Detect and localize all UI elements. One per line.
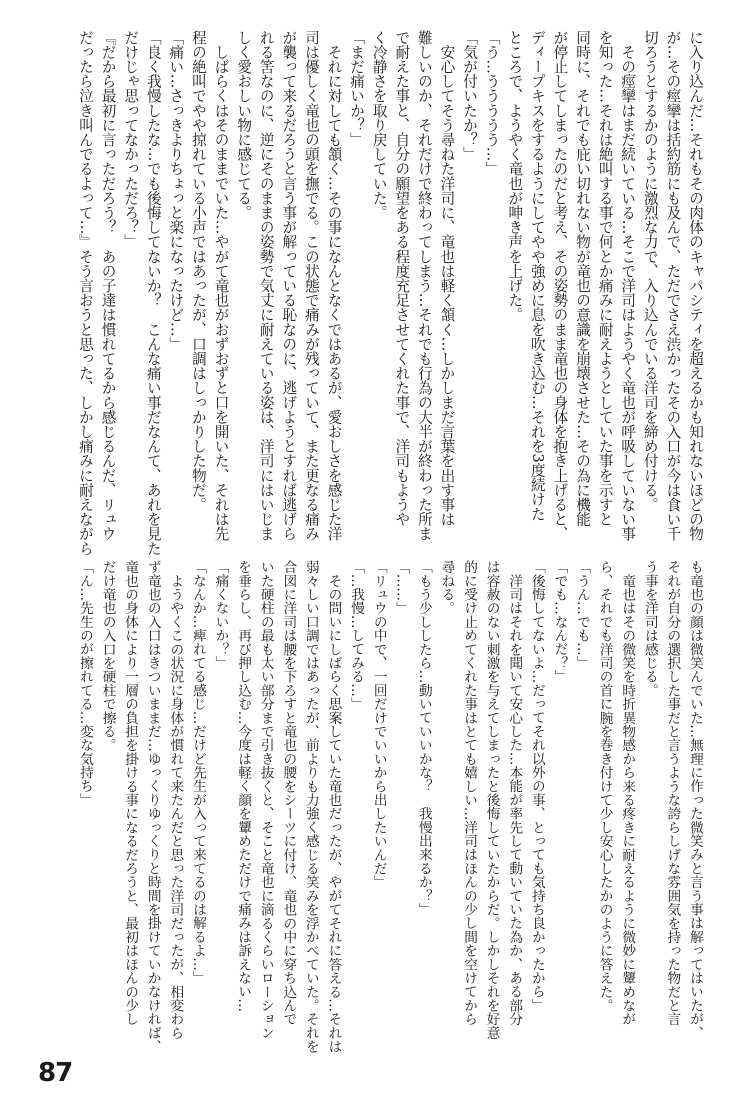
text-line: 「…我慢…してみる…」: [348, 560, 365, 711]
text-line: 合図に洋司は腰を下ろすと竜也の腰をシーツに付け、竜也の中に穿ち込んで: [280, 560, 297, 1026]
text-line: 「でも…なんだ？」: [551, 560, 568, 684]
text-line: に入り込んだ…それもその肉体のキャパシティを超えるかも知れないほどの物: [687, 30, 704, 541]
text-line: も竜也の顔は微笑んでいた…無理に作った微笑みと言う事は解ってはいたが、: [687, 560, 703, 1040]
text-line: いた硬柱の最も太い部分まで引き抜くと、そこと竜也に滴るくらいローション: [257, 560, 274, 1040]
text-line: 「うん…でも…」: [574, 560, 591, 670]
text-line: 「気が付いたか？」: [461, 30, 479, 162]
text-line: 「痛くないか？」: [212, 560, 229, 670]
text-line: う事を洋司は感じる。: [641, 560, 658, 697]
text-line: れる筈なのに、逆にそのままの姿勢で気丈に耐えている姿は、洋司にはいじま: [257, 30, 275, 541]
text-line: ところで、ようやく竜也が呻き声を上げた。: [506, 30, 524, 322]
text-line: 程の絶叫でやや掠れている小声ではあったが、口調はしっかりした物だ。: [189, 30, 207, 512]
text-line: 安心してそう尋ねた洋司に、竜也は軽く頷く…しかしまだ言葉を出す事は: [438, 30, 456, 527]
text-line: 切ろうとするかのように激烈な力で、入り込んでいる洋司を締め付ける。: [641, 30, 659, 512]
text-line: だったら泣き叫んでるよって…』そう言おうと思った、しかし痛みに耐えながら: [76, 30, 94, 556]
text-line: 難しいのか、それだけで終わってしまう…それでも行為の大半が終わった所ま: [415, 30, 433, 541]
text-line: ら、それでも洋司の首に腕を巻き付けて少し安心したかのように答えた。: [596, 560, 613, 1013]
text-line: 『だから最初に言っただろう？ あの子達は慣れてるから感じるんだ、リュウ: [99, 30, 117, 541]
text-line: 「まだ痛いか？」: [348, 30, 366, 147]
text-line: ず竜也の入口はきついままだ…ゆっくりゆっくりと時間を掛けていかなければ、: [144, 560, 161, 1054]
text-line: 同時に、それでも庇い切れない物が竜也の意識を崩壊させた…その為に機能: [574, 30, 592, 527]
text-line: で耐えた事と、自分の願望をある程度充足させてくれた事で、洋司もようや: [393, 30, 411, 527]
text-line: が…その痙攣は括約筋にも及んで、ただでさえ渋かったその入口が今は食い千: [664, 30, 682, 541]
text-line: は容赦のない刺激を与えてしまったと後悔していたからだ。しかしそれを好意: [483, 560, 500, 1040]
text-block-bottom: [73, 560, 706, 1054]
text-line: が襲って来るだろうと言う事が解っている恥なのに、逃げようとすれば逃げら: [280, 30, 298, 541]
text-line: 竜也はその微笑を時折異物感から来る疼きに耐えるように微妙に顰めなが: [619, 560, 636, 1026]
text-line: 司は優しく竜也の頭を撫でる。この状態で痛みが残っていて、また更なる痛み: [302, 30, 320, 541]
text-line: 「う…ううううう…」: [483, 30, 501, 176]
text-line: を垂らし、再び押し込む…今度は軽く顔を顰めただけで痛みは訴えない…: [235, 560, 252, 1013]
text-line: 尋ねる。: [438, 560, 455, 615]
text-line: その痙攣はまだ続いている…そこで洋司はようやく竜也が呼吸していない事: [619, 30, 637, 541]
text-line: 「もう少ししたら…動いていいかな？ 我慢出来るか？」: [415, 560, 432, 917]
text-line: それが自分の選択した事だと言うような誇らしげな雰囲気を持った物だと言: [664, 560, 681, 1026]
text-line: その問いにしばらく思案していた竜也だったが、やがてそれに答える…それは: [325, 560, 342, 1054]
text-line: ディープキスをするようにしてやや強めに息を吹き込む…それを3度続けた: [528, 30, 546, 522]
text-line: だけじゃ思ってなかっただろ？」: [122, 30, 140, 249]
text-line: 「後悔してないよ…だってそれ以外の事、とっても気持ち良かったから」: [528, 560, 545, 1013]
text-line: しく愛おしい物に感じてる。: [235, 30, 253, 220]
text-line: 「痛い…さっきよりちょっと楽になったけど…」: [167, 30, 185, 352]
text-line: それに対しても頷く…その事になんとなくではあるが、愛おしさを感じた洋: [325, 30, 343, 541]
text-line: 「なんか…痺れてる感じ…だけど先生が入って来てるのは解るよ…」: [189, 560, 206, 985]
text-line: 弱々しい口調ではあったが、前よりも力強く感じる笑みを浮かべていた。それを: [302, 560, 319, 1054]
text-line: 竜也の身体により一層の負担を掛ける事になるだろうと、最初はほんの少し: [122, 560, 139, 1026]
text-line: を知った…それは絶叫する事で何とか痛みに耐えようとしていた事を示すと: [596, 30, 614, 527]
page-number: 87: [38, 1058, 73, 1088]
text-line: が停止してしまったのだと考え、その姿勢のまま竜也の身体を抱き上げると、: [551, 30, 569, 541]
text-line: 「良く我慢したな…でも後悔してないか？ こんな痛い事だなんて、あれを見た: [144, 30, 162, 556]
text-line: ようやくこの状況に身体が慣れて来たんだと思った洋司だったが、相変わら: [167, 560, 184, 1040]
text-line: だけ竜也の入口を硬柱で擦る。: [99, 560, 116, 752]
text-line: 洋司はそれを聞いて安心した…本能が率先して動いていた為か、ある部分: [506, 560, 523, 1026]
text-line: しばらくはそのままでいた…やがて竜也がおずおずと口を開いた、それは先: [212, 30, 230, 541]
text-line: 「リュウの中で、一回だけでいいから出したいんだ」: [370, 560, 387, 889]
text-line: 的に受け止めてくれた事はとても嬉しい…洋司はほんの少し間を空けてから: [461, 560, 478, 1026]
text-line: 「ん…先生のが擦れてる…変な気持ち」: [76, 560, 93, 807]
text-line: 「……」: [393, 560, 410, 615]
text-line: く冷静さを取り戻していた。: [370, 30, 388, 220]
text-block-top: [73, 30, 706, 558]
